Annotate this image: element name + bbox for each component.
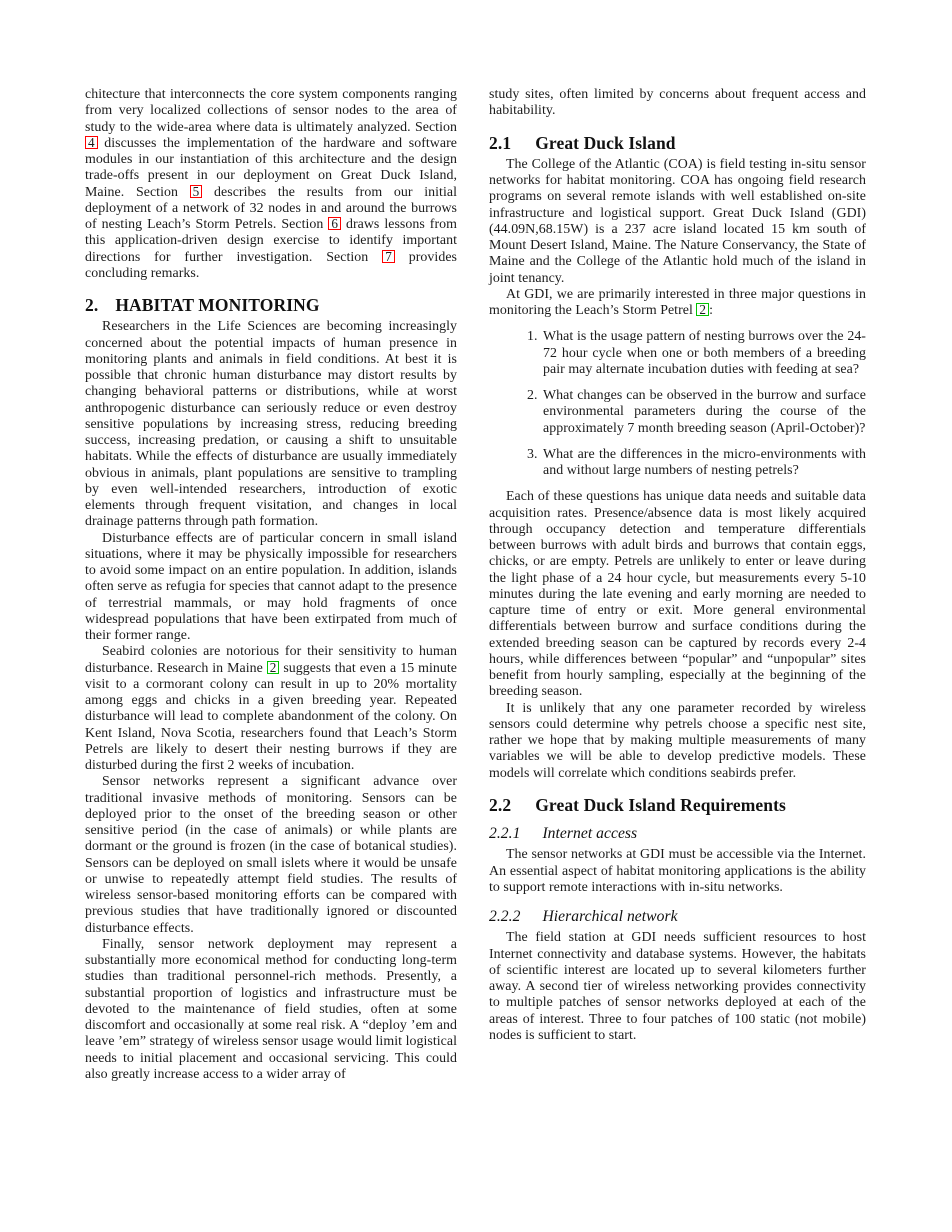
- section-title: Internet access: [542, 825, 638, 842]
- heading-section-2-1: [489, 132, 866, 153]
- paragraph-text: discusses the implementation of the hardware and software modules in our instantiation of this architecture and the design trade-offs present in our deployment on Great Duck Island, Maine. Section: [85, 135, 457, 200]
- section-number: 2.: [85, 295, 99, 315]
- para-each-question: Each of these questions has unique data needs and suitable data acquisition rates. Presence/absence data is most likely acquired through occupancy detection and temperature differentials between burrows with adult birds and burrows that contain eggs, chicks, or are empty. Petrels are unlikely to enter or leave during the light phase of a 24 hour cycle, but measurements every 5-10 minutes during the late evening and early morning are needed to capture time of entry or exit. More general environmental differentials between burrow and surface conditions during the extended breeding season can be captured by records every 2-4 hours, while differences between “popular” and “unpopular” sites benefit from hourly sampling, especially at the beginning of the breeding season.: [489, 489, 866, 700]
- section-ref-6[interactable]: 6: [328, 217, 341, 230]
- para-study-sites: study sites, often limited by concerns about frequent access and habitability.: [489, 87, 866, 119]
- citation-ref-2[interactable]: 2: [267, 661, 280, 674]
- heading-section-2-2: [489, 794, 866, 815]
- paragraph-text: At GDI, we are primarily interested in three major questions in monitoring the Leach’s Storm Petrel: [489, 286, 866, 318]
- question-item-3: 3. What are the differences in the micro-environments with and without large numbers of nesting petrels?: [541, 447, 866, 480]
- paragraph-text: provides concluding remarks.: [85, 249, 457, 281]
- paragraph-text: describes the results from our initial deployment of a network of 32 nodes in and around the burrows of nesting Leach’s Storm Petrels. Section: [85, 184, 457, 232]
- section-ref-5[interactable]: 5: [190, 185, 203, 198]
- para-intro: [85, 87, 457, 282]
- heading-section-2-2-1: [489, 826, 866, 842]
- para-coa: The College of the Atlantic (COA) is field testing in-situ sensor networks for habitat monitoring. COA has ongoing field research programs on several remote islands with well established on-site infrastructure and logistical support. Great Duck Island (GDI) (44.09N,68.15W) is a 237 acre island located 15 km south of Mount Desert Island, Maine. The Nature Conservancy, the State of Maine and the College of the Atlantic hold much of the island in joint tenancy.: [489, 156, 866, 286]
- para-internet-access: The sensor networks at GDI must be accessible via the Internet. An essential aspect of habitat monitoring applications is the ability to support remote interactions with in-situ networks.: [489, 847, 866, 895]
- section-title: Hierarchical network: [542, 908, 678, 925]
- section-number: 2.2.1: [489, 825, 521, 842]
- paragraph-text: chitecture that interconnects the core system components ranging from very localized collections of sensor nodes to the area of study to the wide-area where data is ultimately analyzed. Section: [85, 87, 457, 135]
- right-column: [489, 87, 866, 1044]
- question-item-2: 2. What changes can be observed in the burrow and surface environmental parameters during the course of the approximately 7 month breeding season (April-October)?: [541, 388, 866, 437]
- para-seabird: [85, 644, 457, 774]
- section-number: 2.2: [489, 794, 512, 815]
- section-title: HABITAT MONITORING: [115, 295, 320, 315]
- para-finally: Finally, sensor network deployment may represent a substantially more economical method for conducting long-term studies than traditional personnel-rich methods. Presently, a substantial proportion of logistics and infrastructure must be devoted to the maintenance of field studies, often at some discomfort and occasionally at some real risk. A “deploy ’em and leave ’em” strategy of wireless sensor usage would limit logistical needs to initial placement and occasional servicing. This could also greatly increase access to a wider array of: [85, 936, 457, 1082]
- para-unlikely: It is unlikely that any one parameter recorded by wireless sensors could determine why petrels choose a specific nest site, rather we hope that by making multiple measurements of many variables we will be able to develop predictive models. These models will correlate which conditions seabirds prefer.: [489, 700, 866, 781]
- section-title: Great Duck Island Requirements: [535, 794, 786, 815]
- para-sensor-networks: Sensor networks represent a significant advance over traditional invasive methods of monitoring. Sensors can be deployed prior to the onset of the breeding season or other sensitive period (in the case of animals) or while plants are dormant or the ground is frozen (in the case of botanical studies). Sensors can be deployed on small islets where it would be unsafe or unwise to repeatedly attempt field studies. The results of wireless sensor-based monitoring efforts can be compared with previous studies that have traditionally ignored or discounted disturbance effects.: [85, 774, 457, 936]
- section-number: 2.2.2: [489, 908, 521, 925]
- citation-ref-2[interactable]: 2: [696, 303, 709, 316]
- heading-section-2: [85, 297, 457, 313]
- section-number: 2.1: [489, 132, 512, 153]
- left-column: [85, 87, 457, 1083]
- heading-section-2-2-2: [489, 909, 866, 925]
- para-disturbance: Disturbance effects are of particular concern in small island situations, where it may be physically impossible for researchers to avoid some impact on an entire population. In addition, islands often serve as refugia for species that cannot adapt to the presence of terrestrial mammals, or may hold fragments of once widespread populations that have been extirpated from much of their former range.: [85, 530, 457, 643]
- questions-list: [489, 329, 866, 479]
- para-researchers: Researchers in the Life Sciences are becoming increasingly concerned about the potential impacts of human presence in monitoring plants and animals in field conditions. At best it is possible that chronic human disturbance may distort results by changing behavioral patterns or distributions, while at worst anthropogenic disturbance can seriously reduce or even destroy sensitive populations by increasing stress, reducing breeding success, increasing predation, or causing a shift to unsuitable habitats. While the effects of disturbance are usually immediately obvious in animals, plant populations are sensitive to trampling by even well-intended researchers, introduction of exotic elements through frequent visitation, and changes in local drainage patterns through path formation.: [85, 319, 457, 530]
- section-ref-4[interactable]: 4: [85, 136, 98, 149]
- question-item-1: 1. What is the usage pattern of nesting burrows over the 24-72 hour cycle when one or both members of a breeding pair may alternate incubation duties with feeding at sea?: [541, 329, 866, 378]
- section-ref-7[interactable]: 7: [382, 250, 395, 263]
- section-title: Great Duck Island: [535, 132, 676, 153]
- para-hierarchical-network: The field station at GDI needs sufficient resources to host Internet connectivity and database systems. However, the habitats of scientific interest are located up to several kilometers further away. A second tier of wireless networking provides connectivity to multiple patches of sensor networks deployed at each of the areas of interest. Three to four patches of 100 static (not mobile) nodes is sufficient to start.: [489, 930, 866, 1043]
- para-at-gdi: [489, 287, 866, 320]
- paragraph-text: :: [709, 303, 713, 318]
- paragraph-text: draws lessons from this application-driven design exercise to identify important directions for further investigation. Section: [85, 217, 457, 265]
- paragraph-text: Seabird colonies are notorious for their sensitivity to human disturbance. Research in Maine: [85, 644, 457, 676]
- paragraph-text: suggests that even a 15 minute visit to a cormorant colony can result in up to 20% mortality among eggs and chicks in a given breeding year. Repeated disturbance will lead to complete abandonment of the colony. On Kent Island, Nova Scotia, researchers found that Leach’s Storm Petrels are likely to desert their nesting burrows if they are disturbed during the first 2 weeks of incubation.: [85, 660, 457, 773]
